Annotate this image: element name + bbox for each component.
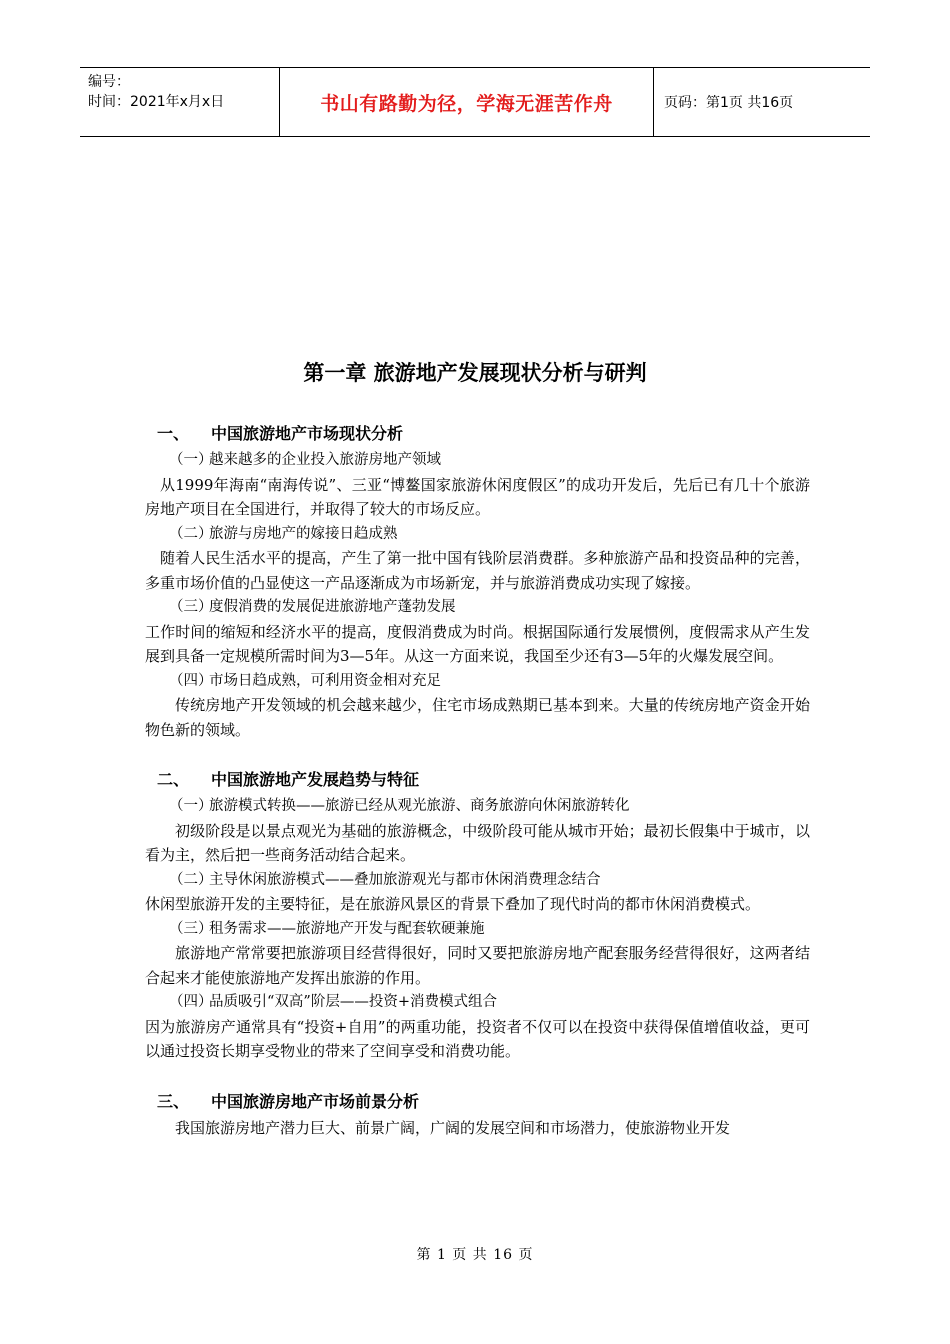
section-title: 中国旅游房地产市场前景分析 xyxy=(211,1091,420,1111)
subsection-heading xyxy=(145,522,810,547)
paragraph: 随着人民生活水平的提高，产生了第一批中国有钱阶层消费群。多种旅游产品和投资品种的完善，多重市场价值的凸显使这一产品逐渐成为市场新宠，并与旅游消费成功实现了嫁接。 xyxy=(145,549,810,592)
paragraph: 初级阶段是以景点观光为基础的旅游概念，中级阶段可能从城市开始；最初长假集中于城市，以看为主，然后把一些商务活动结合起来。 xyxy=(145,821,810,864)
subsection-number: （四） xyxy=(169,994,213,1010)
subsection-title: 度假消费的发展促进旅游地产蓬勃发展 xyxy=(209,599,456,615)
document-header xyxy=(80,67,870,137)
section-number: 二、 xyxy=(157,770,190,789)
subsection-title: 市场日趋成熟，可利用资金相对充足 xyxy=(209,672,441,689)
subsection-heading xyxy=(145,448,810,473)
subsection-number: （四） xyxy=(169,672,213,689)
paragraph: 休闲型旅游开发的主要特征，是在旅游风景区的背景下叠加了现代时尚的都市休闲消费模式。 xyxy=(145,895,761,913)
subsection-number: （二） xyxy=(169,871,213,888)
subsection-number: （二） xyxy=(169,525,213,542)
header-motto: 书山有路勤为径，学海无涯苦作舟 xyxy=(280,68,654,136)
section-heading xyxy=(145,766,810,794)
paragraph: 传统房地产开发领域的机会越来越少，住宅市场成熟期已基本到来。大量的传统房地产资金开始物色新的领域。 xyxy=(145,696,810,739)
subsection-title: 旅游模式转换——旅游已经从观光旅游、商务旅游向休闲旅游转化 xyxy=(209,798,630,814)
section-title: 中国旅游地产市场现状分析 xyxy=(211,424,404,443)
subsection-heading xyxy=(145,669,810,694)
subsection-title: 品质吸引“双高”阶层——投资+消费模式组合 xyxy=(209,994,497,1010)
subsection-title: 主导休闲旅游模式——叠加旅游观光与都市休闲消费理念结合 xyxy=(209,871,601,888)
section-heading xyxy=(145,1088,810,1116)
page-footer: 第 1 页 共 16 页 xyxy=(416,1247,534,1263)
subsection-title: 旅游与房地产的嫁接日趋成熟 xyxy=(209,525,398,542)
paragraph: 我国旅游房地产潜力巨大、前景广阔，广阔的发展空间和市场潜力，使旅游物业开发 xyxy=(175,1118,731,1137)
section-heading xyxy=(145,420,810,448)
subsection-title: 越来越多的企业投入旅游房地产领域 xyxy=(209,452,441,468)
header-number-label: 编号： xyxy=(88,74,130,90)
section-title: 中国旅游地产发展趋势与特征 xyxy=(211,770,420,789)
subsection-number: （三） xyxy=(169,920,213,937)
header-page-code: 页码：第1页 共16页 xyxy=(664,95,794,111)
header-meta xyxy=(80,68,280,136)
subsection-number: （一） xyxy=(169,452,213,468)
subsection-heading xyxy=(145,917,810,942)
section-number: 三、 xyxy=(157,1091,190,1111)
subsection-title: 租务需求——旅游地产开发与配套软硬兼施 xyxy=(209,920,485,937)
section-number: 一、 xyxy=(157,424,190,443)
paragraph: 因为旅游房产通常具有“投资+自用”的两重功能，投资者不仅可以在投资中获得保值增值收益，更可以通过投资长期享受物业的带来了空间享受和消费功能。 xyxy=(145,1017,810,1060)
paragraph: 旅游地产常常要把旅游项目经营得很好，同时又要把旅游房地产配套服务经营得很好，这两者结合起来才能使旅游地产发挥出旅游的作用。 xyxy=(145,944,810,987)
subsection-heading xyxy=(145,794,810,819)
paragraph: 工作时间的缩短和经济水平的提高，度假消费成为时尚。根据国际通行发展惯例，度假需求从产生发展到具备一定规模所需时间为3—5年。从这一方面来说，我国至少还有3—5年的火爆发展空间。 xyxy=(145,622,810,665)
subsection-heading xyxy=(145,595,810,620)
chapter-title: 第一章 旅游地产发展现状分析与研判 xyxy=(303,361,647,385)
subsection-heading xyxy=(145,990,810,1015)
subsection-number: （一） xyxy=(169,798,213,814)
subsection-number: （三） xyxy=(169,599,213,615)
subsection-heading xyxy=(145,868,810,893)
paragraph: 从1999年海南“南海传说”、三亚“博鳌国家旅游休闲度假区”的成功开发后，先后已有几十个旅游房地产项目在全国进行，并取得了较大的市场反应。 xyxy=(145,475,810,518)
document-body xyxy=(145,420,810,1140)
header-time-label: 时间：2021年x月x日 xyxy=(88,94,225,110)
